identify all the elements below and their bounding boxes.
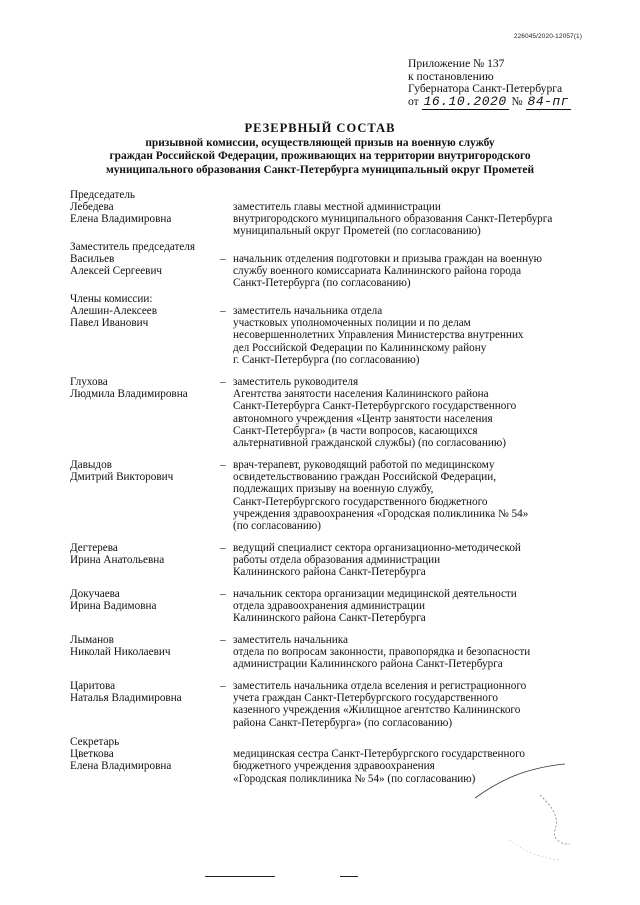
member-position [233, 680, 613, 728]
member-entry [70, 588, 610, 634]
member-name [70, 305, 220, 329]
position-line: отдела здравоохранения администрации [233, 600, 426, 613]
section-deputy: Заместитель председателя [70, 241, 196, 254]
document-subtitle [0, 137, 640, 177]
position-line: Санкт-Петербургского государственного бюджетного [233, 495, 488, 508]
position-line: муниципальный округ Прометей (по согласованию) [233, 225, 481, 238]
member-position [233, 588, 613, 624]
position-line: заместитель начальника отдела вселения и регистрационного [233, 680, 527, 693]
member-entry [70, 634, 610, 680]
member-name [70, 588, 220, 612]
position-line: Санкт-Петербурга» (в части вопросов, касающихся [233, 424, 478, 437]
subtitle-line-1: призывной комиссии, осуществляющей призыв на военную службу [145, 137, 495, 149]
position-line: подлежащих призыву на военную службу, [233, 483, 434, 496]
position-line: г. Санкт-Петербурга (по согласованию) [233, 353, 420, 366]
position-line: альтернативной гражданской службы) (по согласованию) [233, 436, 506, 449]
member-dash: – [220, 253, 226, 266]
position-line: учета граждан Санкт-Петербургского государственного [233, 692, 498, 705]
member-given-names: Павел Иванович [70, 317, 149, 330]
member-name [70, 634, 220, 658]
member-dash: – [220, 634, 226, 647]
member-given-names: Людмила Владимировна [70, 388, 188, 401]
appendix-governor: Губернатора Санкт-Петербурга [408, 82, 563, 96]
date-prefix: от [408, 94, 419, 108]
member-dash: – [220, 376, 226, 389]
appendix-date-line [408, 93, 571, 109]
member-surname: Лебедева [70, 201, 114, 214]
member-dash: – [220, 588, 226, 601]
member-surname: Дегтерева [70, 542, 118, 555]
position-line: учреждения здравоохранения «Городская поликлиника № 54» [233, 507, 529, 520]
position-line: заместитель руководителя [233, 376, 359, 389]
member-entry [70, 459, 610, 542]
signature-scribble-icon [470, 760, 590, 870]
member-name [70, 201, 220, 225]
position-line: дел Российской Федерации по Калининскому району [233, 341, 487, 354]
appendix-decree: к постановлению [408, 69, 494, 83]
position-line: «Городская поликлиника № 54» (по согласованию) [233, 772, 476, 785]
appendix-block [408, 58, 571, 108]
subtitle-line-3: муниципального образования Санкт-Петербурга муниципальный округ Прометей [105, 163, 535, 176]
position-line: внутригородского муниципального образования Санкт-Петербурга [233, 213, 553, 226]
position-line: администрации Калининского района Санкт-Петербурга [233, 658, 503, 671]
section-secretary: Секретарь [70, 736, 120, 749]
member-given-names: Елена Владимировна [70, 760, 172, 773]
position-line: участковых уполномоченных полиции и по делам [233, 317, 471, 330]
member-position [233, 376, 613, 449]
member-name [70, 542, 220, 566]
member-position [233, 459, 613, 532]
signature-line-short [340, 876, 358, 877]
member-name [70, 748, 220, 772]
member-entry [70, 253, 610, 293]
position-line: (по согласованию) [233, 519, 321, 532]
position-line: ведущий специалист сектора организационно-методической [233, 542, 521, 555]
position-line: казенного учреждения «Жилищное агентство Калининского [233, 704, 521, 717]
member-given-names: Ирина Анатольевна [70, 554, 165, 567]
appendix-number: Приложение № 137 [408, 57, 505, 70]
position-line: начальник сектора организации медицинской деятельности [233, 588, 517, 601]
member-surname: Алешин-Алексеев [70, 305, 158, 318]
member-surname: Лыманов [70, 634, 114, 647]
member-entry [70, 542, 610, 588]
member-dash: – [220, 542, 226, 555]
position-line: службу военного комиссариата Калининского района города [233, 265, 522, 278]
position-line: заместитель начальника отдела [233, 305, 383, 318]
member-entry [70, 680, 610, 736]
member-given-names: Алексей Сергеевич [70, 265, 163, 278]
member-surname: Цветкова [70, 748, 114, 761]
position-line: врач-терапевт, руководящий работой по медицинскому [233, 459, 495, 472]
member-position [233, 201, 613, 237]
position-line: бюджетного учреждения здравоохранения [233, 760, 435, 773]
position-line: медицинская сестра Санкт-Петербургского государственного [233, 748, 525, 761]
document-id: 226045/2020-12057(1) [513, 33, 582, 40]
position-line: начальник отделения подготовки и призыва граждан на военную [233, 253, 543, 266]
position-line: несовершеннолетних Управления Министерства внутренних [233, 329, 524, 342]
member-given-names: Ирина Вадимовна [70, 600, 157, 613]
member-name [70, 253, 220, 277]
member-name [70, 459, 220, 483]
member-position [233, 542, 613, 578]
position-line: освидетельствованию граждан Российской Федерации, [233, 471, 497, 484]
member-entry [70, 305, 610, 376]
position-line: Санкт-Петербурга (по согласованию) [233, 277, 411, 290]
member-surname: Царитова [70, 680, 116, 693]
position-line: Калининского района Санкт-Петербурга [233, 566, 426, 579]
member-position [233, 253, 613, 289]
position-line: заместитель начальника [233, 634, 348, 647]
member-entry [70, 376, 610, 459]
section-chairman: Председатель [70, 189, 136, 201]
member-surname: Васильев [70, 253, 115, 266]
position-line: работы отдела образования администрации [233, 554, 441, 567]
signature-line [205, 876, 275, 877]
member-dash: – [220, 305, 226, 318]
subtitle-line-2: граждан Российской Федерации, проживающих на территории внутригородского [109, 150, 531, 163]
member-surname: Глухова [70, 376, 108, 389]
member-given-names: Елена Владимировна [70, 213, 172, 226]
member-surname: Давыдов [70, 459, 112, 472]
member-given-names: Николай Николаевич [70, 646, 171, 659]
member-position [233, 634, 613, 670]
position-line: района Санкт-Петербурга» (по согласованию) [233, 716, 453, 729]
commission-list [70, 189, 610, 788]
member-dash: – [220, 459, 226, 472]
position-line: Санкт-Петербурга Санкт-Петербургского государственного [233, 400, 517, 413]
member-dash: – [220, 680, 226, 693]
member-surname: Докучаева [70, 588, 120, 601]
position-line: заместитель главы местной администрации [233, 201, 441, 214]
position-line: Агентства занятости населения Калининского района [233, 388, 489, 401]
member-entry [70, 201, 610, 241]
member-position [233, 305, 613, 365]
member-name [70, 376, 220, 400]
member-given-names: Дмитрий Викторович [70, 471, 174, 484]
number-sign: № [511, 94, 523, 108]
position-line: автономного учреждения «Центр занятости населения [233, 412, 493, 425]
member-given-names: Наталья Владимировна [70, 692, 182, 705]
decree-number: 84-пг [527, 93, 570, 109]
member-name [70, 680, 220, 704]
position-line: Калининского района Санкт-Петербурга [233, 612, 426, 625]
position-line: отдела по вопросам законности, правопорядка и безопасности [233, 646, 531, 659]
section-members: Члены комиссии: [70, 293, 153, 306]
decree-date: 16.10.2020 [423, 93, 507, 109]
document-title: РЕЗЕРВНЫЙ СОСТАВ [244, 121, 396, 135]
